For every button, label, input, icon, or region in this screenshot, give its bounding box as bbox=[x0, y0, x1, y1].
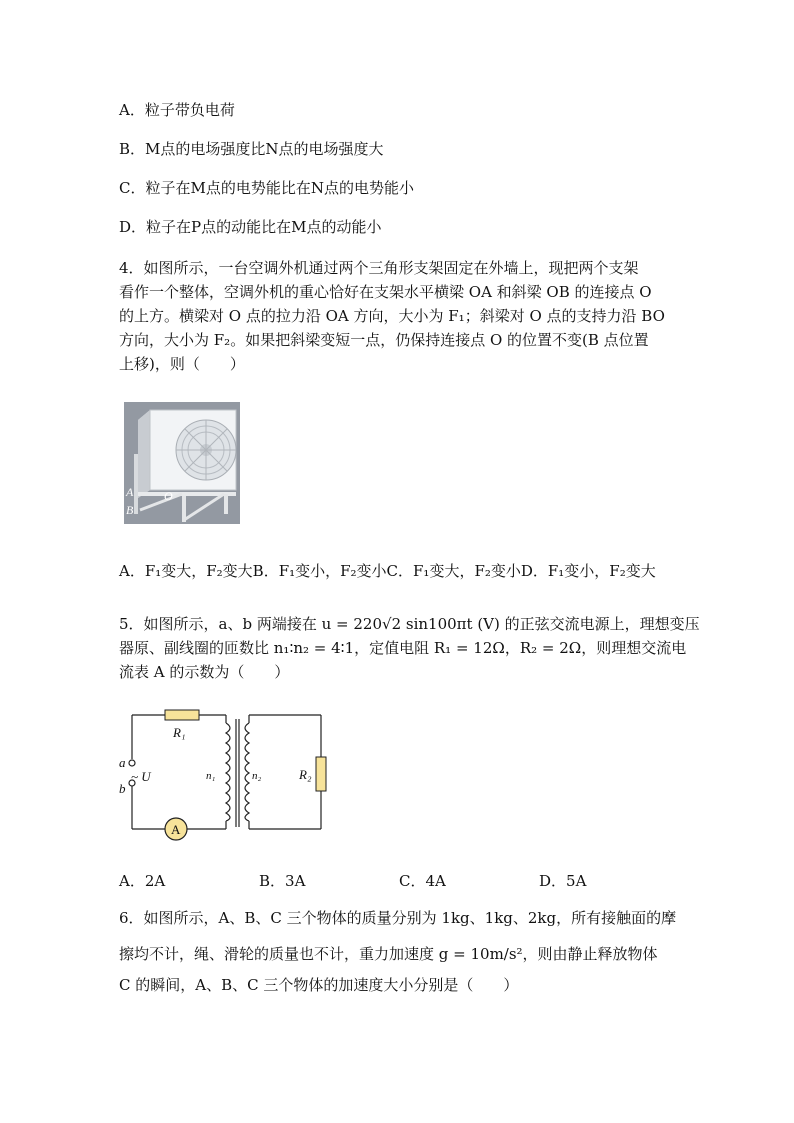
q4-text-line5: 上移)，则（ ） bbox=[119, 355, 245, 373]
q5-option-d: D．5A bbox=[539, 872, 587, 890]
q4-label-o: O bbox=[164, 489, 173, 503]
q5-text-line1: 5．如图所示，a、b 两端接在 u = 220√2 sin100πt (V) 的正弦交流电源上，理想变压 bbox=[119, 615, 700, 633]
q5-text-line3: 流表 A 的示数为（ ） bbox=[119, 663, 290, 681]
q5-option-c: C．4A bbox=[399, 872, 446, 890]
q4-ac-unit-figure bbox=[124, 402, 240, 524]
q4-label-a: A bbox=[126, 485, 134, 499]
q3-option-c: C．粒子在M点的电势能比在N点的电势能小 bbox=[119, 179, 414, 197]
q5-option-a: A．2A bbox=[119, 872, 166, 890]
q5-r2-label: R₂ bbox=[299, 767, 312, 782]
q5-terminal-b-label: b bbox=[119, 781, 126, 796]
q5-circuit-figure bbox=[115, 703, 335, 848]
q5-ammeter-label: A bbox=[171, 822, 181, 837]
q4-text-line3: 的上方。横梁对 O 点的拉力沿 OA 方向，大小为 F₁；斜梁对 O 点的支持力沿 BO bbox=[119, 307, 665, 325]
q4-label-b: B bbox=[126, 503, 134, 517]
q5-r1-label: R₁ bbox=[173, 725, 186, 740]
q5-option-b: B．3A bbox=[259, 872, 306, 890]
q5-n1-label: n₁ bbox=[206, 770, 216, 782]
q4-text-line1: 4．如图所示，一台空调外机通过两个三角形支架固定在外墙上，现把两个支架 bbox=[119, 259, 639, 277]
q5-text-line2: 器原、副线圈的匝数比 n₁∶n₂ = 4∶1，定值电阻 R₁ = 12Ω，R₂ = 2Ω，则理想交流电 bbox=[119, 639, 687, 657]
q6-text-line3: C 的瞬间，A、B、C 三个物体的加速度大小分别是（ ） bbox=[119, 976, 519, 994]
q6-text-line2: 擦均不计，绳、滑轮的质量也不计，重力加速度 g = 10m/s²，则由静止释放物体 bbox=[119, 945, 658, 963]
q5-n2-label: n₂ bbox=[252, 770, 262, 782]
q3-option-d: D．粒子在P点的动能比在M点的动能小 bbox=[119, 218, 382, 236]
q5-terminal-a-label: a bbox=[119, 755, 126, 770]
q4-options: A．F₁变大，F₂变大B．F₁变小，F₂变小C．F₁变大，F₂变小D．F₁变小，F₂变大 bbox=[119, 562, 656, 580]
q5-voltage-label: ~ U bbox=[131, 769, 151, 784]
q3-option-a: A．粒子带负电荷 bbox=[119, 101, 235, 119]
q3-option-b: B．M点的电场强度比N点的电场强度大 bbox=[119, 140, 384, 158]
q4-text-line4: 方向，大小为 F₂。如果把斜梁变短一点，仍保持连接点 O 的位置不变(B 点位置 bbox=[119, 331, 649, 349]
q6-text-line1: 6．如图所示，A、B、C 三个物体的质量分别为 1kg、1kg、2kg，所有接触面的摩 bbox=[119, 909, 677, 927]
q4-text-line2: 看作一个整体，空调外机的重心恰好在支架水平横梁 OA 和斜梁 OB 的连接点 O bbox=[119, 283, 652, 301]
